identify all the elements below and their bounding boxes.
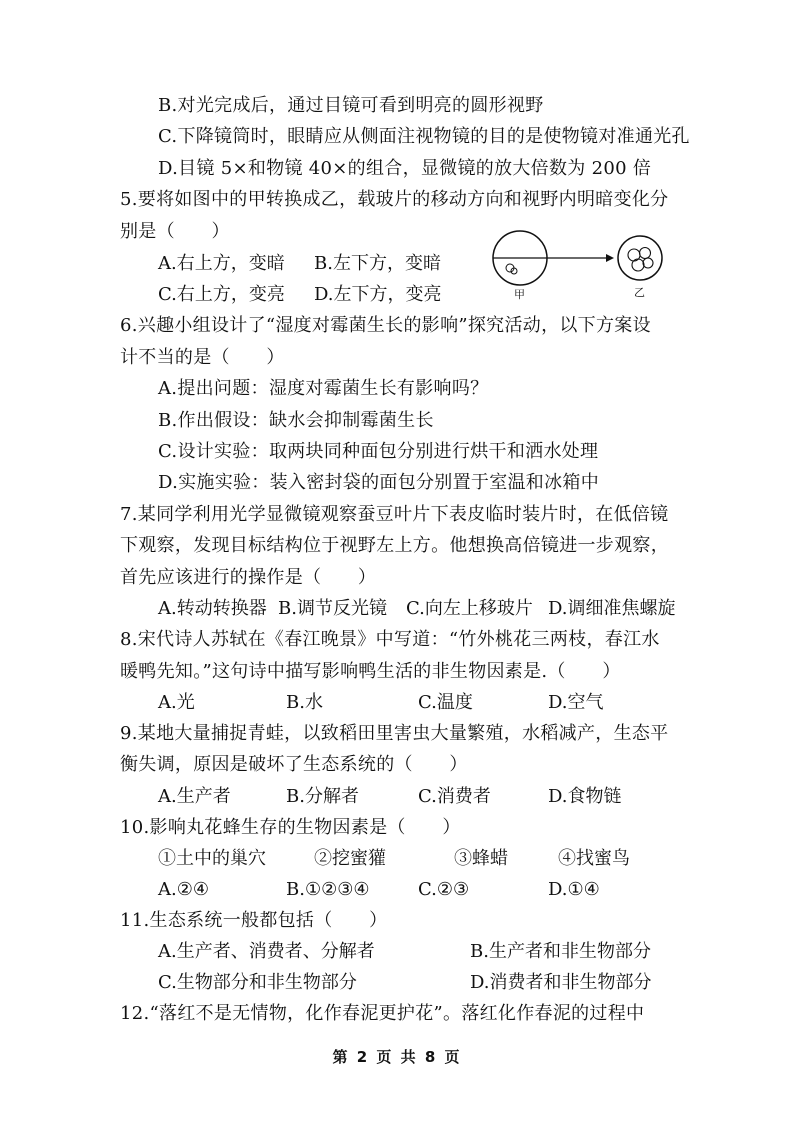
- q10-option-c: C.②③: [418, 879, 470, 900]
- field-yi-cell-2: [640, 248, 651, 259]
- q4-option-b: B.对光完成后，通过目镜可看到明亮的圆形视野: [158, 95, 544, 116]
- q5-stem-line2: 别是（ ）: [120, 221, 230, 242]
- q6-option-a: A.提出问题：湿度对霉菌生长有影响吗？: [158, 378, 489, 399]
- q11-option-c: C.生物部分和非生物部分: [158, 972, 357, 993]
- q7-stem-line2: 下观察，发现目标结构位于视野左上方。他想换高倍镜进一步观察，: [120, 535, 669, 556]
- q9-stem-line2: 衡失调，原因是破坏了生态系统的（ ）: [120, 754, 468, 775]
- q8-option-c: C.温度: [418, 692, 473, 713]
- q7-stem-line3: 首先应该进行的操作是（ ）: [120, 567, 377, 588]
- q10-item-3: ③蜂蜡: [454, 848, 508, 869]
- q7-option-b: B.调节反光镜: [278, 598, 387, 619]
- q4-option-c: C.下降镜筒时，眼睛应从侧面注视物镜的目的是使物镜对准通光孔: [158, 126, 690, 147]
- q6-option-b: B.作出假设：缺水会抑制霉菌生长: [158, 410, 434, 431]
- q9-option-b: B.分解者: [286, 786, 359, 807]
- q6-option-d: D.实施实验：装入密封袋的面包分别置于室温和冰箱中: [158, 472, 600, 493]
- q9-option-c: C.消费者: [418, 786, 491, 807]
- q6-stem-line1: 6.兴趣小组设计了“湿度对霉菌生长的影响”探究活动，以下方案设: [120, 315, 651, 336]
- page-number-footer: 第 2 页 共 8 页: [332, 1048, 462, 1066]
- field-yi-circle: [618, 236, 662, 280]
- q11-option-a: A.生产者、消费者、分解者: [158, 941, 375, 962]
- q11-option-d: D.消费者和非生物部分: [470, 972, 652, 993]
- q10-item-1: ①土中的巢穴: [158, 848, 266, 869]
- q7-option-c: C.向左上移玻片: [406, 598, 533, 619]
- q10-option-a: A.②④: [158, 879, 209, 900]
- q11-stem-line1: 11.生态系统一般都包括（ ）: [120, 910, 388, 931]
- q5-option-a: A.右上方，变暗: [158, 253, 285, 274]
- q10-item-2: ②挖蜜獾: [314, 848, 386, 869]
- figure-label-jia: 甲: [514, 288, 525, 301]
- q10-option-d: D.①④: [548, 879, 600, 900]
- q7-stem-line1: 7.某同学利用光学显微镜观察蚕豆叶片下表皮临时装片时，在低倍镜: [120, 504, 669, 525]
- q5-option-d: D.左下方，变亮: [314, 284, 442, 305]
- q5-option-c: C.右上方，变亮: [158, 284, 285, 305]
- q8-stem-line1: 8.宋代诗人苏轼在《春江晚景》中写道：“竹外桃花三两枝，春江水: [120, 629, 660, 650]
- q8-option-b: B.水: [286, 692, 323, 713]
- q10-option-b: B.①②③④: [286, 879, 370, 900]
- q5-stem-line1: 5.要将如图中的甲转换成乙，载玻片的移动方向和视野内明暗变化分: [120, 189, 669, 210]
- q11-option-b: B.生产者和非生物部分: [470, 941, 651, 962]
- q8-option-a: A.光: [158, 692, 195, 713]
- field-yi-cell-4: [643, 258, 653, 268]
- q10-stem-line1: 10.影响丸花蜂生存的生物因素是（ ）: [120, 817, 461, 838]
- q9-option-a: A.生产者: [158, 786, 231, 807]
- q7-option-a: A.转动转换器: [158, 598, 267, 619]
- q7-option-d: D.调细准焦螺旋: [548, 598, 676, 619]
- q5-option-b: B.左下方，变暗: [314, 253, 441, 274]
- q6-stem-line2: 计不当的是（ ）: [120, 347, 285, 368]
- q12-stem-line1: 12.“落红不是无情物，化作春泥更护花”。落红化作春泥的过程中: [120, 1003, 645, 1024]
- arrow-head: [606, 254, 614, 262]
- q6-option-c: C.设计实验：取两块同种面包分别进行烘干和洒水处理: [158, 441, 599, 462]
- q10-item-4: ④找蜜鸟: [558, 848, 630, 869]
- q4-option-d: D.目镜 5×和物镜 40×的组合，显微镜的放大倍数为 200 倍: [158, 158, 652, 179]
- q9-option-d: D.食物链: [548, 786, 622, 807]
- q9-stem-line1: 9.某地大量捕捉青蛙，以致稻田里害虫大量繁殖，水稻减产，生态平: [120, 723, 669, 744]
- figure-label-yi: 乙: [634, 286, 645, 299]
- field-yi-cell-3: [632, 259, 644, 271]
- q8-stem-line2: 暖鸭先知。”这句诗中描写影响鸭生活的非生物因素是.（ ）: [120, 661, 621, 682]
- q8-option-d: D.空气: [548, 692, 604, 713]
- microscope-field-figure: [488, 228, 668, 300]
